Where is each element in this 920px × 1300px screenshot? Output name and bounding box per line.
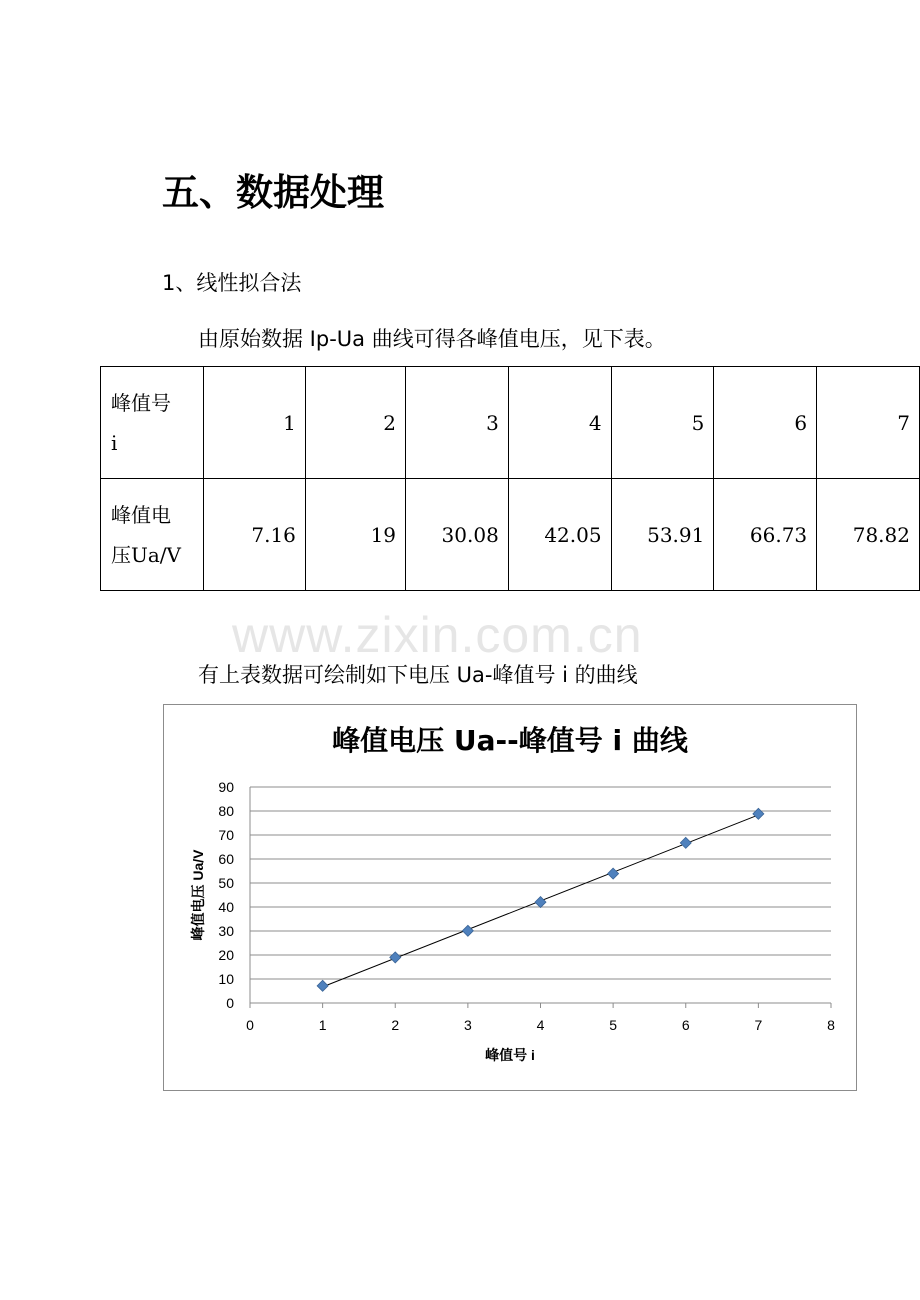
y-tick-label: 20	[218, 947, 234, 963]
x-tick-label: 0	[246, 1017, 254, 1033]
y-tick-label: 80	[218, 803, 234, 819]
x-tick-label: 7	[754, 1017, 763, 1033]
data-point	[680, 837, 691, 848]
x-tick-label: 4	[536, 1017, 545, 1033]
x-tick-label: 1	[318, 1017, 327, 1033]
voltage-cell: 66.73	[714, 479, 817, 591]
data-point	[390, 952, 401, 963]
scatter-chart	[164, 705, 856, 1090]
data-point	[608, 868, 619, 879]
section-heading: 五、数据处理	[162, 171, 384, 214]
y-tick-label: 40	[218, 899, 234, 915]
voltage-cell: 30.08	[406, 479, 509, 591]
table-intro-text: 由原始数据 Ip-Ua 曲线可得各峰值电压，见下表。	[198, 327, 666, 351]
y-tick-label: 60	[218, 851, 234, 867]
y-tick-label: 70	[218, 827, 234, 843]
row-header-peak-voltage	[101, 479, 204, 591]
peak-cell: 3	[406, 367, 509, 479]
gridlines	[250, 787, 831, 979]
chart-intro-text: 有上表数据可绘制如下电压 Ua-峰值号 i 的曲线	[198, 663, 638, 687]
row-header-peak-number-line2: i	[111, 430, 118, 455]
data-point	[753, 808, 764, 819]
chart-title: 峰值电压 Ua--峰值号 i 曲线	[332, 724, 688, 757]
row-header-peak-number	[101, 367, 204, 479]
row-header-peak-voltage-line1: 峰值电	[111, 502, 171, 527]
subsection-heading: 1、线性拟合法	[162, 271, 302, 295]
peak-cell: 2	[305, 367, 405, 479]
y-tick-label: 50	[218, 875, 234, 891]
y-tick-label: 0	[226, 995, 234, 1011]
peak-cell: 1	[204, 367, 306, 479]
x-axis-label: 峰值号 i	[485, 1047, 535, 1063]
voltage-cell: 19	[305, 479, 405, 591]
peak-cell: 7	[817, 367, 920, 479]
x-tick-label: 5	[609, 1017, 618, 1033]
x-tick-label: 6	[681, 1017, 690, 1033]
table-row-peak-voltage	[101, 479, 920, 591]
y-tick-labels	[218, 779, 234, 1011]
data-point	[535, 897, 546, 908]
row-header-peak-number-line1: 峰值号	[111, 390, 171, 415]
data-points	[317, 808, 764, 991]
y-axis-label: 峰值电压 Ua/V	[190, 849, 206, 941]
peak-cell: 4	[508, 367, 611, 479]
x-tick-label: 8	[827, 1017, 835, 1033]
row-header-peak-voltage-line2: 压Ua/V	[111, 542, 181, 567]
x-tick-label: 3	[463, 1017, 472, 1033]
data-point	[317, 980, 328, 991]
voltage-cell: 42.05	[508, 479, 611, 591]
watermark: www.zixin.com.cn	[232, 607, 643, 663]
x-tick-label: 2	[391, 1017, 400, 1033]
x-tick-labels	[246, 1017, 835, 1033]
y-tick-label: 90	[218, 779, 234, 795]
peak-cell: 5	[611, 367, 714, 479]
table-row-peak-number	[101, 367, 920, 479]
peak-voltage-table	[100, 366, 920, 591]
data-point	[462, 925, 473, 936]
voltage-cell: 53.91	[611, 479, 714, 591]
chart-container	[163, 704, 857, 1091]
y-tick-label: 30	[218, 923, 234, 939]
y-tick-label: 10	[218, 971, 234, 987]
peak-cell: 6	[714, 367, 817, 479]
voltage-cell: 78.82	[817, 479, 920, 591]
voltage-cell: 7.16	[204, 479, 306, 591]
